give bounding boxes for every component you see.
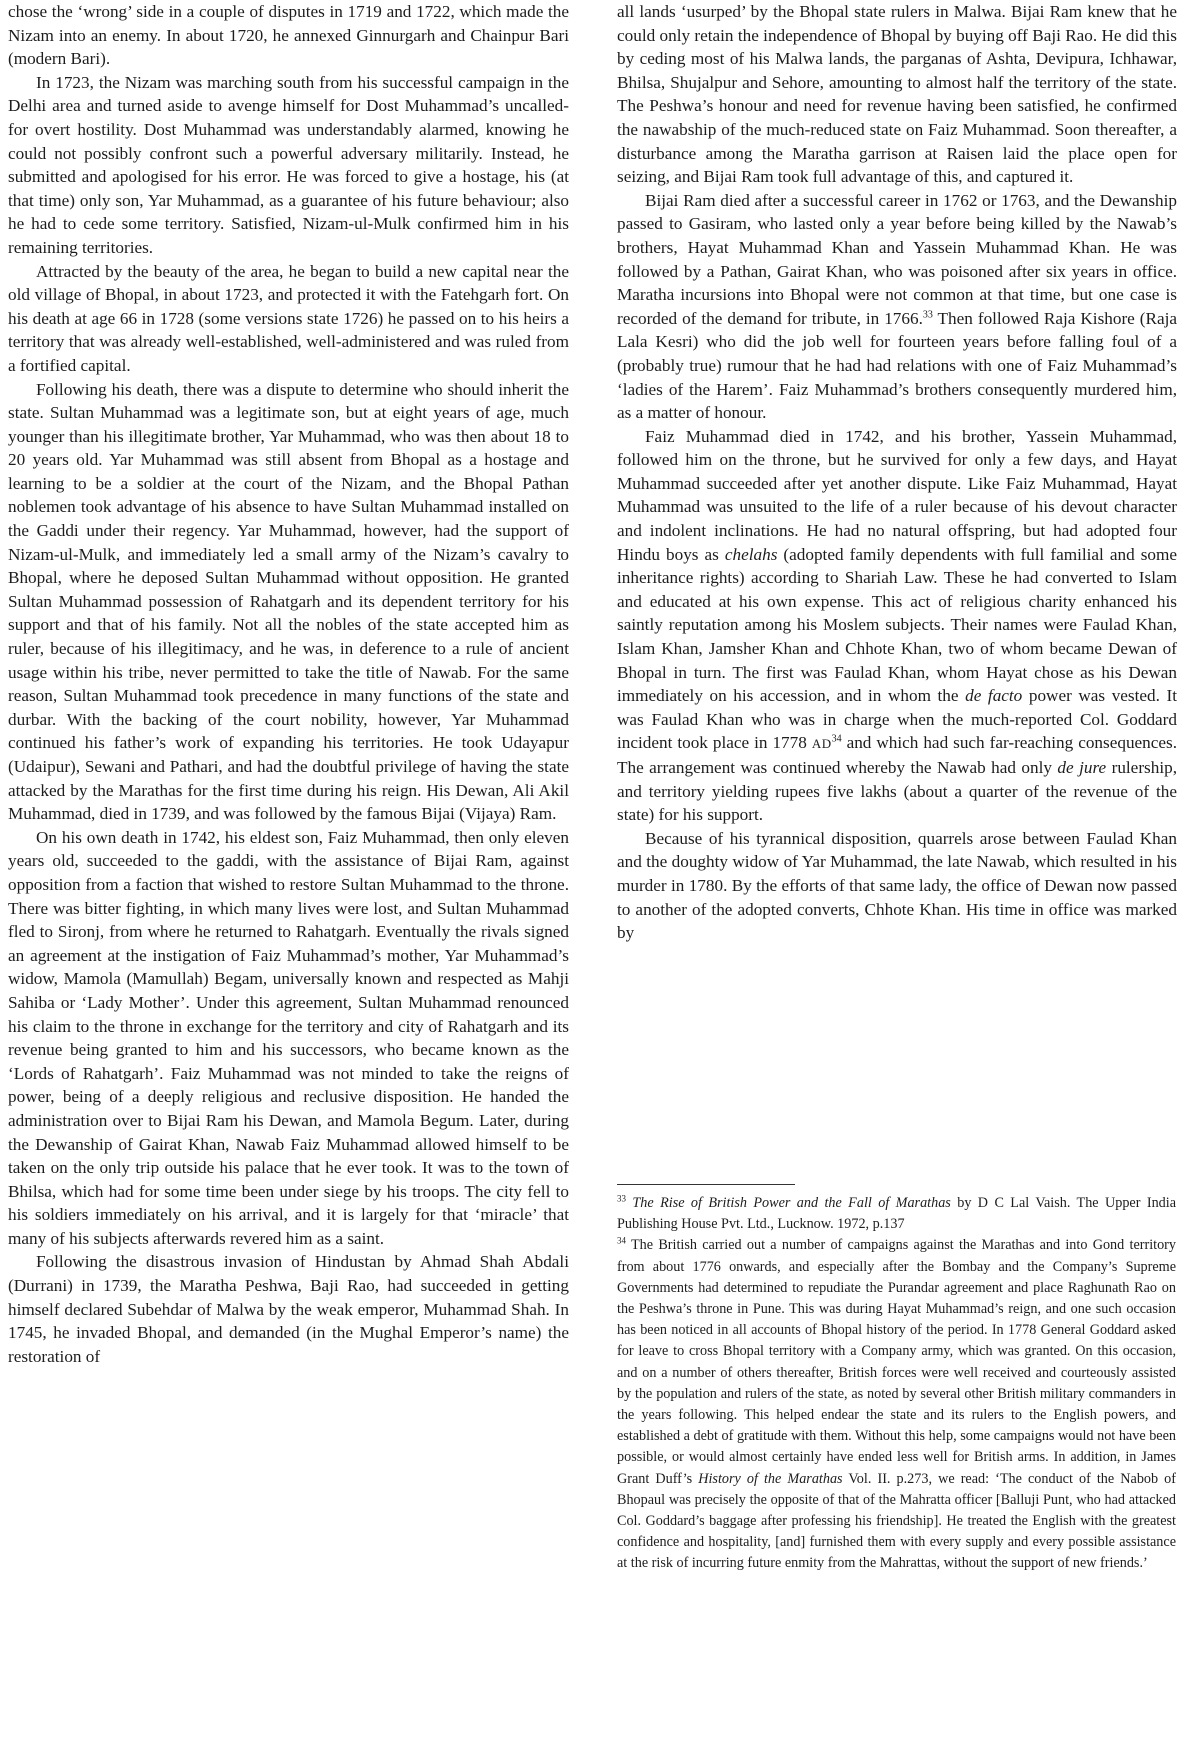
footnote-mark: 33 bbox=[617, 1193, 626, 1204]
text-run: rulership, and territory yielding rupees five lakhs (about a quarter of the revenue of the state) for his support. bbox=[617, 758, 1177, 825]
footnote-33 bbox=[617, 1193, 1176, 1235]
text-run: by D C Lal Vaish. The Upper India Publishing House Pvt. Ltd., Lucknow. 1972, p.137 bbox=[617, 1195, 1176, 1233]
paragraph: Because of his tyrannical disposition, quarrels arose between Faulad Khan and the doughty widow of Yar Muhammad, the late Nawab, which resulted in his murder in 1780. By the efforts of that same lady, the office of Dewan now passed to another of the adopted converts, Chhote Khan. His time in office was marked by bbox=[617, 828, 1177, 943]
paragraph: Attracted by the beauty of the area, he began to build a new capital near the old village of Bhopal, in about 1723, and protected it with the Fatehgarh fort. On his death at age 66 in 1728 (some versions state 1726) he passed on to his heirs a territory that was already well-established, well-administered and was ruled from a fortified capital. bbox=[8, 261, 569, 375]
text-run: and which had such far-reaching consequences. The arrangement was continued whereby the Nawab had only bbox=[617, 733, 1177, 777]
text-run: Vol. II. p.273, we read: ‘The conduct of the Nabob of Bhopaul was precisely the opposite of that of the Mahratta officer [Balluji Punt, who had attacked Col. Goddard’s baggage after professing his friendship]. He treated the English with the greatest confidence and hospitality, [and] furnished them with every supply and every possible assistance at the risk of incurring future enmity from the Mahrattas, without the support of new friends.’ bbox=[617, 1470, 1176, 1572]
text-run: Then followed Raja Kishore (Raja Lala Kesri) who did the job well for fourteen years before falling foul of a (probably true) rumour that he had had relations with one of Faiz Muhammad’s ‘ladies of the Harem’. Faiz Muhammad’s brothers consequently murdered him, as a matter of honour. bbox=[617, 308, 1177, 423]
text-run: (adopted family dependents with full familial and some inheritance rights) according to Shariah Law. These he had converted to Islam and educated at his own expense. This act of religious charity enhanced his saintly reputation among his Moslem subjects. Their names were Faulad Khan, Islam Khan, Jamsher Khan and Chhote Khan, two of whom became Dewan of Bhopal in turn. The first was Faulad Khan, whom Hayat chose as his Dewan immediately on his accession, and in whom the bbox=[617, 544, 1177, 706]
paragraph: chose the ‘wrong’ side in a couple of disputes in 1719 and 1722, which made the Nizam into an enemy. In about 1720, he annexed Ginnurgarh and Chainpur Bari (modern Bari). bbox=[8, 2, 569, 69]
left-column bbox=[8, 0, 569, 1368]
book-title: The Rise of British Power and the Fall of Marathas bbox=[632, 1195, 951, 1211]
paragraph bbox=[617, 189, 1177, 425]
paragraph bbox=[617, 425, 1177, 827]
footnote-reference-33: 33 bbox=[922, 308, 933, 320]
right-column bbox=[617, 0, 1177, 945]
italic-term: chelahs bbox=[724, 544, 778, 564]
footnote-34 bbox=[617, 1235, 1176, 1574]
paragraph: Following his death, there was a dispute to determine who should inherit the state. Sultan Muhammad was a legitimate son, but at eight years of age, much younger than his illegitimate brother, Yar Muhammad, who was then about 18 to 20 years old. Yar Muhammad was still absent from Bhopal as a hostage and learning to be a soldier at the court of the Nizam, and the Bhopal Pathan noblemen took advantage of his absence to have Sultan Muhammad installed on the Gaddi under their regency. Yar Muhammad, however, had the support of Nizam-ul-Mulk, and immediately led a small army of the Nizam’s cavalry to Bhopal, where he deposed Sultan Muhammad without opposition. He granted Sultan Muhammad possession of Rahatgarh and its dependent territory for his support and that of his family. Not all the nobles of the state accepted him as ruler, because of his illegitimacy, and he was, in deference to a rule of ancient usage within his tribe, never permitted to take the title of Nawab. For the same reason, Sultan Muhammad took precedence in many functions of the state and durbar. With the backing of the court nobility, however, Yar Muhammad continued his father’s work of expanding his territories. He took Udayapur (Udaipur), Sewani and Pathari, and had the doubtful privilege of having the state attacked by the Marathas for the first time during his reign. His Dewan, Ali Akil Muhammad, died in 1739, and was followed by the famous Bijai (Vijaya) Ram. bbox=[8, 379, 569, 824]
text-run: Faiz Muhammad died in 1742, and his brother, Yassein Muhammad, followed him on the throne, but he survived for only a few days, and Hayat Muhammad succeeded after yet another dispute. Like Faiz Muhammad, Hayat Muhammad was unsuited to the life of a ruler because of his devout character and indolent inclinations. He had no natural offspring, but had adopted four Hindu boys as bbox=[617, 426, 1177, 564]
paragraph: Following the disastrous invasion of Hindustan by Ahmad Shah Abdali (Durrani) in 1739, the Maratha Peshwa, Baji Rao, had succeeded in getting himself declared Subehdar of Malwa by the weak emperor, Muhammad Shah. In 1745, he invaded Bhopal, and demanded (in the Mughal Emperor’s name) the restoration of bbox=[8, 1252, 569, 1366]
small-caps-ad: AD bbox=[811, 736, 832, 752]
text-run: The British carried out a number of campaigns against the Marathas and into Gond territory from about 1776 onwards, and especially after the Bombay and the Company’s Supreme Governments had determined to repudiate the Purandar agreement and place Raghunath Rao on the Peshwa’s throne in Pune. This was during Hayat Muhammad’s reign, and one such occasion has been noticed in all accounts of Bhopal history of the period. In 1778 General Goddard asked for leave to cross Bhopal territory with a Company army, which was granted. On this occasion, and on a number of others thereafter, British forces were well received and courteously assisted by the population and rulers of the state, as noted by several other British military commanders in the years following. This helped endear the state and its rulers to the English powers, and established a debt of gratitude with them. Without this help, some campaigns would not have been possible, or would almost certainly have ended less well for British arms. In addition, in James Grant Duff’s bbox=[617, 1237, 1176, 1487]
footnote-divider bbox=[617, 1184, 795, 1185]
footnotes bbox=[617, 1193, 1176, 1575]
text-run: Bijai Ram died after a successful career in 1762 or 1763, and the Dewanship passed to Gasiram, who lasted only a year before being killed by the Nawab’s brothers, Hayat Muhammad Khan and Yassein Muhammad Khan. He was followed by a Pathan, Gairat Khan, who was poisoned after six years in office. Maratha incursions into Bhopal were not common at that time, but one case is recorded of the demand for tribute, in 1766. bbox=[617, 190, 1177, 328]
paragraph: On his own death in 1742, his eldest son, Faiz Muhammad, then only eleven years old, succeeded to the gaddi, with the assistance of Bijai Ram, against opposition from a faction that wished to restore Sultan Muhammad to the throne. There was bitter fighting, in which many lives were lost, and Sultan Muhammad fled to Sironj, from where he returned to Rahatgarh. Eventually the rivals signed an agreement at the instigation of Faiz Muhammad’s mother, Yar Muhammad’s widow, Mamola (Mamullah) Begam, universally known and respected as Mahji Sahiba or ‘Lady Mother’. Under this agreement, Sultan Muhammad renounced his claim to the throne in exchange for the territory and city of Rahatgarh and its revenue being granted to him and his successors, who became known as the ‘Lords of Rahatgarh’. Faiz Muhammad was not minded to take the reigns of power, being of a deeply religious and reclusive disposition. He handed the administration over to Bijai Ram his Dewan, and Mamola Begum. Later, during the Dewanship of Gairat Khan, Nawab Faiz Muhammad allowed himself to be taken on the only trip outside his palace that he ever took. It was to the town of Bhilsa, which had for some time been under siege by his troops. The city fell to his soldiers immediately on his arrival, and it is largely for that ‘miracle’ that many of his subjects afterwards revered him as a saint. bbox=[8, 827, 569, 1248]
paragraph: all lands ‘usurped’ by the Bhopal state rulers in Malwa. Bijai Ram knew that he could only retain the independence of Bhopal by buying off Baji Rao. He did this by ceding most of his Malwa lands, the parganas of Ashta, Devipura, Ichhawar, Bhilsa, Shujalpur and Sehore, amounting to almost half the territory of the state. The Peshwa’s honour and need for revenue having been satisfied, he confirmed the nawabship of the much-reduced state on Faiz Muhammad. Soon thereafter, a disturbance among the Maratha garrison at Raisen laid the place open for seizing, and Bijai Ram took full advantage of this, and captured it. bbox=[617, 2, 1177, 187]
italic-term: de jure bbox=[1057, 758, 1107, 777]
footnote-mark: 34 bbox=[617, 1235, 626, 1246]
footnote-reference-34: 34 bbox=[831, 733, 842, 745]
italic-term: de facto bbox=[965, 686, 1023, 706]
paragraph: In 1723, the Nizam was marching south from his successful campaign in the Delhi area and turned aside to avenge himself for Dost Muhammad’s uncalled-for overt hostility. Dost Muhammad was understandably alarmed, knowing he could not possibly confront such a powerful adversary militarily. Instead, he submitted and apologised for his error. He was forced to give a hostage, his (at that time) only son, Yar Muhammad, as a guarantee of his future behaviour; also he had to cede some territory. Satisfied, Nizam-ul-Mulk confirmed him in his remaining territories. bbox=[8, 72, 569, 257]
text-run: power was vested. It was Faulad Khan who was in charge when the much-reported Col. Goddard incident took place in 1778 bbox=[617, 686, 1177, 753]
book-title: History of the Marathas bbox=[698, 1470, 843, 1487]
